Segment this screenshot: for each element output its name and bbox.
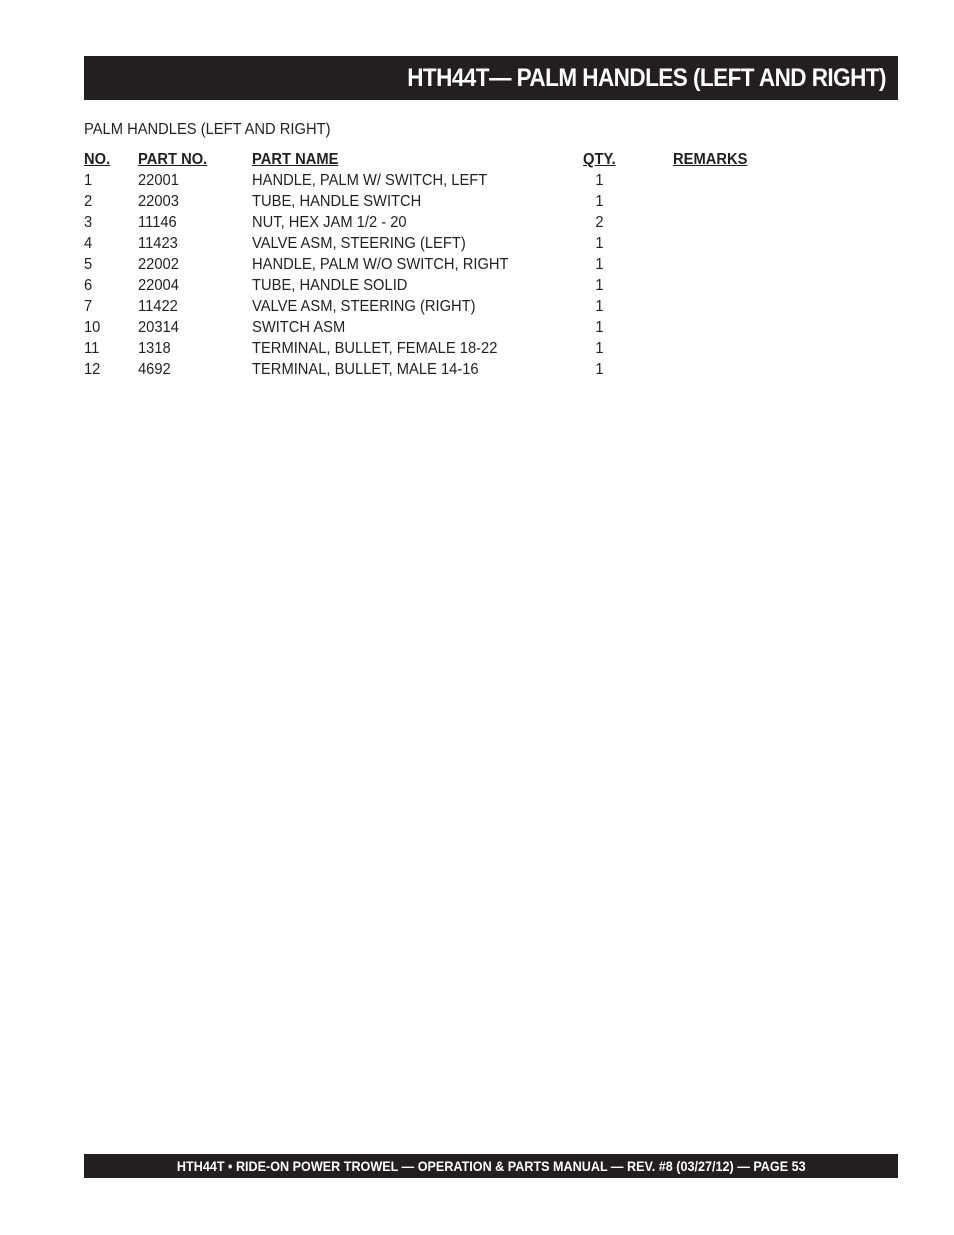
column-header-remarks: REMARKS (673, 151, 748, 168)
column-header-part-no: PART NO. (138, 151, 208, 168)
row-part-name: HANDLE, PALM W/O SWITCH, RIGHT (252, 256, 509, 273)
row-no: 7 (84, 298, 93, 315)
row-qty: 1 (595, 319, 604, 336)
footer-text: HTH44T • RIDE-ON POWER TROWEL — OPERATION & PARTS MANUAL — REV. #8 (03/27/12) — PAGE 53 (176, 1158, 806, 1174)
row-no: 5 (84, 256, 93, 273)
row-no: 10 (84, 319, 101, 336)
row-part-no: 22003 (138, 193, 179, 210)
table-row (84, 170, 784, 191)
table-row (84, 317, 784, 338)
row-part-no: 4692 (138, 361, 171, 378)
row-qty: 1 (595, 361, 604, 378)
table-row (84, 275, 784, 296)
row-qty: 1 (595, 172, 604, 189)
row-part-name: TERMINAL, BULLET, MALE 14-16 (252, 361, 479, 378)
row-part-name: HANDLE, PALM W/ SWITCH, LEFT (252, 172, 488, 189)
row-no: 11 (84, 340, 100, 357)
row-part-name: VALVE ASM, STEERING (RIGHT) (252, 298, 476, 315)
table-header-row (84, 149, 784, 170)
row-no: 4 (84, 235, 93, 252)
row-part-no: 11146 (138, 214, 177, 231)
row-part-no: 1318 (138, 340, 171, 357)
table-row (84, 233, 784, 254)
row-no: 6 (84, 277, 93, 294)
column-header-qty: QTY. (583, 151, 616, 168)
row-part-name: TERMINAL, BULLET, FEMALE 18-22 (252, 340, 498, 357)
column-header-no: NO. (84, 151, 111, 168)
table-row (84, 296, 784, 317)
row-part-name: TUBE, HANDLE SOLID (252, 277, 408, 294)
row-no: 1 (84, 172, 93, 189)
row-no: 2 (84, 193, 93, 210)
table-row (84, 359, 784, 380)
row-part-name: TUBE, HANDLE SWITCH (252, 193, 422, 210)
row-qty: 1 (595, 256, 604, 273)
column-header-part-name: PART NAME (252, 151, 339, 168)
row-qty: 1 (595, 340, 604, 357)
table-row (84, 338, 784, 359)
row-part-name: NUT, HEX JAM 1/2 - 20 (252, 214, 407, 231)
parts-table (84, 149, 784, 380)
row-qty: 1 (595, 277, 604, 294)
row-qty: 1 (595, 235, 604, 252)
footer-bar (84, 1154, 898, 1178)
section-label: PALM HANDLES (LEFT AND RIGHT) (84, 121, 331, 138)
row-qty: 1 (595, 193, 604, 210)
row-qty: 1 (595, 298, 604, 315)
row-no: 3 (84, 214, 93, 231)
row-part-no: 22004 (138, 277, 179, 294)
table-row (84, 212, 784, 233)
table-row (84, 254, 784, 275)
row-part-no: 11422 (138, 298, 178, 315)
row-qty: 2 (595, 214, 604, 231)
row-part-no: 20314 (138, 319, 179, 336)
row-part-no: 22002 (138, 256, 179, 273)
page-title: HTH44T— PALM HANDLES (LEFT AND RIGHT) (407, 63, 886, 92)
table-row (84, 191, 784, 212)
row-no: 12 (84, 361, 101, 378)
row-part-name: VALVE ASM, STEERING (LEFT) (252, 235, 466, 252)
row-part-no: 11423 (138, 235, 178, 252)
row-part-name: SWITCH ASM (252, 319, 346, 336)
row-part-no: 22001 (138, 172, 179, 189)
page-title-bar (84, 56, 898, 100)
